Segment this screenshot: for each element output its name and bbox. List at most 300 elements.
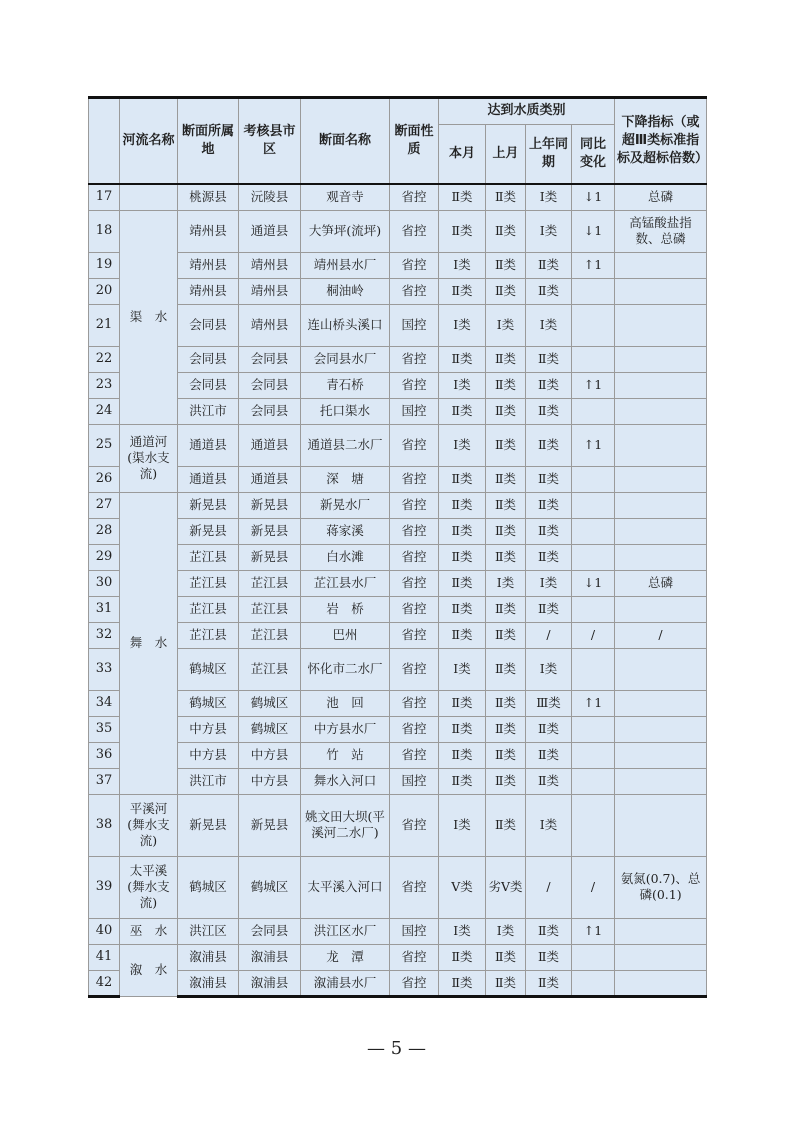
table-row: [89, 424, 707, 466]
table-row: [89, 970, 707, 996]
section-nature: 国控: [390, 768, 439, 794]
decline-indicator: [615, 346, 707, 372]
table-row: [89, 944, 707, 970]
quality-last-month: Ⅱ类: [486, 398, 526, 424]
assessment-county: 中方县: [239, 768, 301, 794]
section-nature: 省控: [390, 278, 439, 304]
decline-indicator: 总磷: [615, 184, 707, 210]
table-row: [89, 690, 707, 716]
table-row: [89, 918, 707, 944]
section-name: 池 回: [301, 690, 390, 716]
section-nature: 省控: [390, 648, 439, 690]
table-row: [89, 716, 707, 742]
quality-last-month: Ⅱ类: [486, 252, 526, 278]
quality-current: Ⅰ类: [439, 424, 486, 466]
yoy-change: [572, 648, 615, 690]
section-nature: 省控: [390, 492, 439, 518]
table-row: [89, 304, 707, 346]
section-belong: 芷江县: [178, 544, 239, 570]
quality-current: Ⅱ类: [439, 570, 486, 596]
decline-indicator: [615, 492, 707, 518]
section-belong: 靖州县: [178, 252, 239, 278]
decline-indicator: [615, 304, 707, 346]
header-section: 断面名称: [301, 98, 390, 185]
decline-indicator: [615, 768, 707, 794]
table-row: [89, 398, 707, 424]
quality-current: Ⅱ类: [439, 184, 486, 210]
quality-current: Ⅰ类: [439, 648, 486, 690]
quality-last-year: Ⅱ类: [526, 466, 572, 492]
quality-last-year: Ⅰ类: [526, 184, 572, 210]
row-number: 42: [89, 970, 120, 996]
quality-current: Ⅱ类: [439, 768, 486, 794]
section-belong: 洪江区: [178, 918, 239, 944]
decline-indicator: [615, 970, 707, 996]
assessment-county: 溆浦县: [239, 970, 301, 996]
table-row: [89, 184, 707, 210]
assessment-county: 芷江县: [239, 622, 301, 648]
decline-indicator: [615, 742, 707, 768]
quality-current: Ⅱ类: [439, 944, 486, 970]
river-name: 巫 水: [120, 918, 178, 944]
table-row: [89, 794, 707, 856]
decline-indicator: 总磷: [615, 570, 707, 596]
table-body: [89, 184, 707, 996]
section-name: 龙 潭: [301, 944, 390, 970]
section-nature: 省控: [390, 690, 439, 716]
quality-current: Ⅰ类: [439, 252, 486, 278]
quality-last-month: Ⅱ类: [486, 210, 526, 252]
quality-last-year: /: [526, 856, 572, 918]
yoy-change: ↑1: [572, 918, 615, 944]
yoy-change: [572, 742, 615, 768]
table-row: [89, 466, 707, 492]
row-number: 38: [89, 794, 120, 856]
yoy-change: [572, 768, 615, 794]
row-number: 41: [89, 944, 120, 970]
section-nature: 国控: [390, 304, 439, 346]
section-nature: 省控: [390, 596, 439, 622]
assessment-county: 会同县: [239, 918, 301, 944]
section-name: 溆浦县水厂: [301, 970, 390, 996]
assessment-county: 会同县: [239, 346, 301, 372]
section-name: 大笋坪(流坪): [301, 210, 390, 252]
quality-last-month: Ⅱ类: [486, 544, 526, 570]
assessment-county: 沅陵县: [239, 184, 301, 210]
assessment-county: 中方县: [239, 742, 301, 768]
quality-last-month: Ⅱ类: [486, 346, 526, 372]
quality-last-month: Ⅰ类: [486, 918, 526, 944]
assessment-county: 会同县: [239, 372, 301, 398]
quality-last-year: Ⅰ类: [526, 570, 572, 596]
row-number: 32: [89, 622, 120, 648]
quality-current: Ⅱ类: [439, 544, 486, 570]
section-belong: 溆浦县: [178, 944, 239, 970]
decline-indicator: 高锰酸盐指数、总磷: [615, 210, 707, 252]
section-belong: 中方县: [178, 716, 239, 742]
quality-current: Ⅱ类: [439, 690, 486, 716]
row-number: 28: [89, 518, 120, 544]
quality-current: Ⅱ类: [439, 346, 486, 372]
yoy-change: [572, 466, 615, 492]
table-row: [89, 252, 707, 278]
decline-indicator: [615, 648, 707, 690]
decline-indicator: /: [615, 622, 707, 648]
yoy-change: ↑1: [572, 372, 615, 398]
section-nature: 省控: [390, 210, 439, 252]
section-belong: 新晃县: [178, 492, 239, 518]
section-name: 会同县水厂: [301, 346, 390, 372]
quality-last-year: Ⅱ类: [526, 918, 572, 944]
section-name: 托口渠水: [301, 398, 390, 424]
quality-last-year: Ⅰ类: [526, 210, 572, 252]
assessment-county: 芷江县: [239, 596, 301, 622]
assessment-county: 芷江县: [239, 570, 301, 596]
quality-last-year: Ⅰ类: [526, 648, 572, 690]
section-name: 蒋家溪: [301, 518, 390, 544]
header-current: 本月: [439, 124, 486, 184]
quality-last-year: /: [526, 622, 572, 648]
header-decline-indicator: 下降指标（或超Ⅲ类标准指标及超标倍数）: [615, 98, 707, 185]
quality-last-year: Ⅱ类: [526, 970, 572, 996]
row-number: 31: [89, 596, 120, 622]
header-nature: 断面性质: [390, 98, 439, 185]
decline-indicator: [615, 252, 707, 278]
quality-last-month: Ⅱ类: [486, 742, 526, 768]
section-nature: 省控: [390, 372, 439, 398]
section-name: 靖州县水厂: [301, 252, 390, 278]
section-nature: 省控: [390, 570, 439, 596]
quality-last-year: Ⅱ类: [526, 768, 572, 794]
quality-current: Ⅱ类: [439, 970, 486, 996]
section-name: 洪江区水厂: [301, 918, 390, 944]
quality-last-month: Ⅱ类: [486, 716, 526, 742]
row-number: 34: [89, 690, 120, 716]
section-belong: 新晃县: [178, 518, 239, 544]
decline-indicator: [615, 596, 707, 622]
quality-current: Ⅴ类: [439, 856, 486, 918]
assessment-county: 鹤城区: [239, 856, 301, 918]
section-name: 芷江县水厂: [301, 570, 390, 596]
quality-last-month: Ⅱ类: [486, 372, 526, 398]
quality-last-month: 劣Ⅴ类: [486, 856, 526, 918]
section-belong: 芷江县: [178, 622, 239, 648]
quality-last-month: Ⅱ类: [486, 690, 526, 716]
page-number: — 5 —: [367, 1038, 426, 1059]
section-belong: 芷江县: [178, 596, 239, 622]
quality-last-year: Ⅱ类: [526, 372, 572, 398]
yoy-change: /: [572, 622, 615, 648]
row-number: 37: [89, 768, 120, 794]
section-nature: 省控: [390, 856, 439, 918]
section-name: 新晃水厂: [301, 492, 390, 518]
section-nature: 省控: [390, 742, 439, 768]
section-belong: 中方县: [178, 742, 239, 768]
yoy-change: ↑1: [572, 690, 615, 716]
yoy-change: [572, 398, 615, 424]
quality-last-year: Ⅱ类: [526, 346, 572, 372]
table-row: [89, 492, 707, 518]
quality-last-year: Ⅱ类: [526, 278, 572, 304]
yoy-change: [572, 492, 615, 518]
yoy-change: [572, 278, 615, 304]
quality-last-year: Ⅱ类: [526, 596, 572, 622]
section-nature: 省控: [390, 346, 439, 372]
table-row: [89, 544, 707, 570]
section-nature: 省控: [390, 794, 439, 856]
assessment-county: 新晃县: [239, 544, 301, 570]
assessment-county: 靖州县: [239, 304, 301, 346]
decline-indicator: [615, 794, 707, 856]
assessment-county: 靖州县: [239, 278, 301, 304]
assessment-county: 靖州县: [239, 252, 301, 278]
quality-last-month: Ⅱ类: [486, 278, 526, 304]
section-belong: 新晃县: [178, 794, 239, 856]
river-name: 平溪河(舞水支流): [120, 794, 178, 856]
decline-indicator: [615, 372, 707, 398]
section-belong: 鹤城区: [178, 648, 239, 690]
row-number: 35: [89, 716, 120, 742]
decline-indicator: 氨氮(0.7)、总磷(0.1): [615, 856, 707, 918]
table-row: [89, 596, 707, 622]
quality-last-month: Ⅰ类: [486, 304, 526, 346]
section-belong: 鹤城区: [178, 690, 239, 716]
quality-last-year: Ⅰ类: [526, 794, 572, 856]
section-belong: 溆浦县: [178, 970, 239, 996]
section-name: 通道县二水厂: [301, 424, 390, 466]
section-belong: 靖州县: [178, 210, 239, 252]
decline-indicator: [615, 398, 707, 424]
quality-last-year: Ⅰ类: [526, 304, 572, 346]
section-name: 观音寺: [301, 184, 390, 210]
table-row: [89, 518, 707, 544]
section-belong: 洪江市: [178, 398, 239, 424]
section-belong: 会同县: [178, 304, 239, 346]
river-name: 溆 水: [120, 944, 178, 996]
section-belong: 靖州县: [178, 278, 239, 304]
quality-current: Ⅱ类: [439, 492, 486, 518]
assessment-county: 通道县: [239, 424, 301, 466]
row-number: 24: [89, 398, 120, 424]
assessment-county: 通道县: [239, 466, 301, 492]
quality-current: Ⅱ类: [439, 596, 486, 622]
assessment-county: 溆浦县: [239, 944, 301, 970]
section-nature: 省控: [390, 944, 439, 970]
table-header: [89, 98, 707, 185]
quality-last-month: Ⅱ类: [486, 518, 526, 544]
river-name: 通道河(渠水支流): [120, 424, 178, 492]
section-name: 桐油岭: [301, 278, 390, 304]
section-nature: 省控: [390, 252, 439, 278]
section-name: 深 塘: [301, 466, 390, 492]
quality-current: Ⅱ类: [439, 622, 486, 648]
section-name: 姚文田大坝(平溪河二水厂): [301, 794, 390, 856]
yoy-change: [572, 346, 615, 372]
section-belong: 洪江市: [178, 768, 239, 794]
quality-current: Ⅰ类: [439, 304, 486, 346]
quality-current: Ⅱ类: [439, 742, 486, 768]
header-last-year: 上年同期: [526, 124, 572, 184]
yoy-change: [572, 304, 615, 346]
row-number: 26: [89, 466, 120, 492]
row-number: 39: [89, 856, 120, 918]
row-number: 40: [89, 918, 120, 944]
row-number: 30: [89, 570, 120, 596]
row-number: 36: [89, 742, 120, 768]
header-no: [89, 98, 120, 185]
yoy-change: ↓1: [572, 184, 615, 210]
header-belong: 断面所属地: [178, 98, 239, 185]
quality-current: Ⅰ类: [439, 794, 486, 856]
quality-last-year: Ⅱ类: [526, 424, 572, 466]
quality-last-month: Ⅱ类: [486, 622, 526, 648]
quality-current: Ⅰ类: [439, 372, 486, 398]
section-name: 青石桥: [301, 372, 390, 398]
table-row: [89, 346, 707, 372]
quality-last-year: Ⅱ类: [526, 518, 572, 544]
table-row: [89, 570, 707, 596]
river-name: 渠 水: [120, 210, 178, 424]
assessment-county: 鹤城区: [239, 690, 301, 716]
quality-last-year: Ⅱ类: [526, 944, 572, 970]
section-nature: 国控: [390, 918, 439, 944]
table-row: [89, 622, 707, 648]
yoy-change: ↓1: [572, 210, 615, 252]
decline-indicator: [615, 690, 707, 716]
quality-last-year: Ⅲ类: [526, 690, 572, 716]
assessment-county: 会同县: [239, 398, 301, 424]
section-name: 中方县水厂: [301, 716, 390, 742]
quality-last-month: Ⅱ类: [486, 970, 526, 996]
table-row: [89, 768, 707, 794]
water-quality-table: [88, 96, 707, 998]
quality-last-year: Ⅱ类: [526, 492, 572, 518]
quality-last-month: Ⅱ类: [486, 596, 526, 622]
decline-indicator: [615, 544, 707, 570]
section-name: 白水滩: [301, 544, 390, 570]
section-nature: 省控: [390, 518, 439, 544]
yoy-change: [572, 716, 615, 742]
section-belong: 会同县: [178, 346, 239, 372]
quality-last-month: Ⅰ类: [486, 570, 526, 596]
quality-last-month: Ⅱ类: [486, 944, 526, 970]
row-number: 17: [89, 184, 120, 210]
quality-last-year: Ⅱ类: [526, 544, 572, 570]
header-county: 考核县市区: [239, 98, 301, 185]
section-name: 舞水入河口: [301, 768, 390, 794]
quality-current: Ⅱ类: [439, 278, 486, 304]
section-nature: 省控: [390, 184, 439, 210]
assessment-county: 新晃县: [239, 492, 301, 518]
quality-last-month: Ⅱ类: [486, 184, 526, 210]
section-belong: 芷江县: [178, 570, 239, 596]
quality-current: Ⅱ类: [439, 518, 486, 544]
table-row: [89, 278, 707, 304]
section-nature: 省控: [390, 544, 439, 570]
table-row: [89, 372, 707, 398]
section-nature: 省控: [390, 424, 439, 466]
section-nature: 省控: [390, 622, 439, 648]
quality-last-month: Ⅱ类: [486, 424, 526, 466]
yoy-change: ↑1: [572, 252, 615, 278]
river-name: 太平溪(舞水支流): [120, 856, 178, 918]
row-number: 23: [89, 372, 120, 398]
yoy-change: [572, 596, 615, 622]
quality-last-month: Ⅱ类: [486, 648, 526, 690]
yoy-change: ↓1: [572, 570, 615, 596]
assessment-county: 新晃县: [239, 794, 301, 856]
row-number: 33: [89, 648, 120, 690]
quality-current: Ⅱ类: [439, 210, 486, 252]
quality-current: Ⅰ类: [439, 918, 486, 944]
assessment-county: 通道县: [239, 210, 301, 252]
quality-current: Ⅱ类: [439, 716, 486, 742]
quality-current: Ⅱ类: [439, 398, 486, 424]
decline-indicator: [615, 278, 707, 304]
assessment-county: 新晃县: [239, 518, 301, 544]
section-name: 竹 站: [301, 742, 390, 768]
section-nature: 省控: [390, 466, 439, 492]
river-name: 舞 水: [120, 492, 178, 794]
section-name: 怀化市二水厂: [301, 648, 390, 690]
section-belong: 桃源县: [178, 184, 239, 210]
assessment-county: 芷江县: [239, 648, 301, 690]
yoy-change: [572, 544, 615, 570]
river-name: [120, 184, 178, 210]
yoy-change: [572, 970, 615, 996]
header-last-month: 上月: [486, 124, 526, 184]
row-number: 20: [89, 278, 120, 304]
decline-indicator: [615, 424, 707, 466]
yoy-change: [572, 518, 615, 544]
yoy-change: [572, 944, 615, 970]
row-number: 18: [89, 210, 120, 252]
decline-indicator: [615, 466, 707, 492]
section-name: 连山桥头溪口: [301, 304, 390, 346]
table-row: [89, 648, 707, 690]
assessment-county: 鹤城区: [239, 716, 301, 742]
row-number: 25: [89, 424, 120, 466]
row-number: 27: [89, 492, 120, 518]
quality-last-year: Ⅱ类: [526, 252, 572, 278]
quality-last-month: Ⅱ类: [486, 768, 526, 794]
header-river: 河流名称: [120, 98, 178, 185]
quality-current: Ⅱ类: [439, 466, 486, 492]
quality-last-month: Ⅱ类: [486, 466, 526, 492]
quality-last-month: Ⅱ类: [486, 492, 526, 518]
quality-last-month: Ⅱ类: [486, 794, 526, 856]
decline-indicator: [615, 716, 707, 742]
yoy-change: [572, 794, 615, 856]
section-name: 巴州: [301, 622, 390, 648]
section-name: 岩 桥: [301, 596, 390, 622]
table-row: [89, 856, 707, 918]
section-nature: 省控: [390, 716, 439, 742]
quality-last-year: Ⅱ类: [526, 716, 572, 742]
yoy-change: ↑1: [572, 424, 615, 466]
decline-indicator: [615, 944, 707, 970]
row-number: 21: [89, 304, 120, 346]
quality-last-year: Ⅱ类: [526, 742, 572, 768]
section-nature: 省控: [390, 970, 439, 996]
section-name: 太平溪入河口: [301, 856, 390, 918]
header-quality-group: 达到水质类别: [439, 98, 615, 125]
section-belong: 鹤城区: [178, 856, 239, 918]
quality-last-year: Ⅱ类: [526, 398, 572, 424]
table-row: [89, 210, 707, 252]
section-nature: 国控: [390, 398, 439, 424]
row-number: 29: [89, 544, 120, 570]
